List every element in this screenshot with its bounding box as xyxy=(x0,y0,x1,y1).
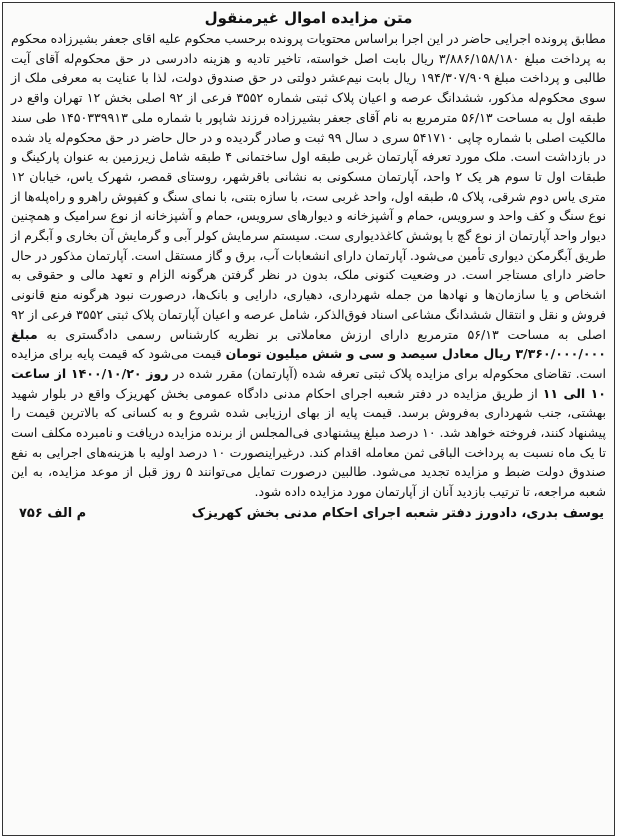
body-paragraph-main: مطابق پرونده اجرایی حاضر در این اجرا براساس محتویات پرونده برحسب محکوم علیه اقای جعفر بشیرزاده محکوم به پرداخت مبلغ ۳/۸۸۶/۱۵۸/۱۸۰ ریال بابت اصل خواسته، تاخیر تادیه و هزینه دادرسی در حق محکوم‌له آقای آیت طالبی و پرداخت مبلغ ۱۹۴/۳۰۷/۹۰۹ ریال بابت نیم‌عشر دولتی در حق صندوق دولت، لذا با عنایت به معرفی ملک از سوی محکوم‌له مذکور، ششدانگ عرصه و اعیان پلاک ثبتی شماره ۳۵۵۲ فرعی از ۹۲ اصلی بخش ۱۲ تهران واقع در طبقه اول به مساحت ۵۶/۱۳ مترمربع به نام آقای جعفر بشیرزاده فرزند شاپور با شماره ملی ۱۴۵۰۳۳۹۹۱۳ طی سند مالکیت اصلی با شماره چاپی ۵۴۱۷۱۰ سری د سال ۹۹ ثبت و صادر گردیده و در حال حاضر در حق محکوم‌له یاد شده در بازداشت است. ملک مورد تعرفه آپارتمان غربی طبقه اول ساختمانی ۴ طبقه شامل زیرزمین به عنوان پارکینگ و طبقات اول تا سوم هر یک ۲ واحد، آپارتمان مسکونی به نشانی باقرشهر، روستای قمصر، شهرک یاس، خیابان ۱۲ متری یاس دوم شرقی، پلاک ۵، طبقه اول، واحد غربی ست، با سازه بتنی، با نمای سنگ و کفپوش راهرو و راه‌پله‌ها از نوع سنگ و کف واحد و سرویس، حمام و آشپزخانه و دیوارهای سرویس، حمام و آشپزخانه از نوع سرامیک و همچنین دیوار واحد آپارتمان از نوع گچ با پوشش کاغذدیواری ست. سیستم سرمایش کولر آبی و گرمایش آن بخاری و آبگرم از طریق آبگرمکن دیواری تأمین می‌شود. آپارتمان دارای انشعابات آب، برق و گاز مستقل است. آپارتمان مذکور در حال حاضر دارای مستاجر است. در وضعیت کنونی ملک، بدون در نظر گرفتن هرگونه الزام و تعهد مالی و حقوقی به اشخاص و یا سازمان‌ها و نهادها من جمله شهرداری، دهیاری، دارایی و بانک‌ها، درصورت نبود هرگونه منع قانونی فروش و نقل و انتقال ششدانگ مشاعی اسناد فوق‌الذکر، شامل عرصه و اعیان آپارتمان پلاک ثبتی ۳۵۵۲ فرعی از ۹۲ اصلی به مساحت ۵۶/۱۳ مترمربع دارای ارزش معاملاتی بر نظریه کارشناس رسمی دادگستری به xyxy=(11,31,607,342)
notice-code: م الف ۷۵۶ xyxy=(19,505,87,521)
notice-title: متن مزایده اموال غیرمنقول xyxy=(204,9,413,27)
body-paragraph-end: از طریق مزایده در دفتر شعبه اجرای احکام مدنی دادگاه عمومی بخش کهریزک واقع در بلوار شهید بهشتی، جنب شهرداری به‌فروش برسد. قیمت پایه از بهای ارزیابی شده شروع و به کسانی که بالاترین قیمت را پیشنهاد کنند، فروخته خواهد شد. ۱۰ درصد مبلغ پیشنهادی فی‌المجلس از برنده مزایده دریافت و نامبرده مکلف است تا یک ماه نسبت به پرداخت الباقی ثمن معامله اقدام کند. درغیراینصورت ۱۰ درصد اولیه با هزینه‌های اجرایی به نفع صندوق دولت ضبط و مزایده تجدید می‌شود. طالبین درصورت تمایل می‌توانند ۵ روز قبل از موعد مزایده، به این شعبه مراجعه، تا ترتیب بازدید آنان از آپارتمان مورد مزایده داده شود. xyxy=(11,385,606,500)
signature: یوسف بدری، دادورز دفتر شعبه اجرای احکام مدنی بخش کهریزک xyxy=(191,505,604,521)
body-paragraph-after-price: قیمت می‌شود که قیمت پایه برای مزایده است. تقاضای محکوم‌له برای مزایده پلاک ثبتی تعرفه شده (آپارتمان) مقرر شده در xyxy=(11,346,606,381)
base-price: مبلغ ۳/۳۶۰/۰۰۰/۰۰۰ ریال معادل سیصد و سی و شش میلیون تومان xyxy=(11,326,606,362)
notice-frame xyxy=(2,2,615,836)
notice-footer xyxy=(3,502,614,521)
auction-date: روز ۱۴۰۰/۱۰/۲۰ از ساعت ۱۰ الی ۱۱ xyxy=(11,365,606,401)
notice-body xyxy=(3,29,614,502)
